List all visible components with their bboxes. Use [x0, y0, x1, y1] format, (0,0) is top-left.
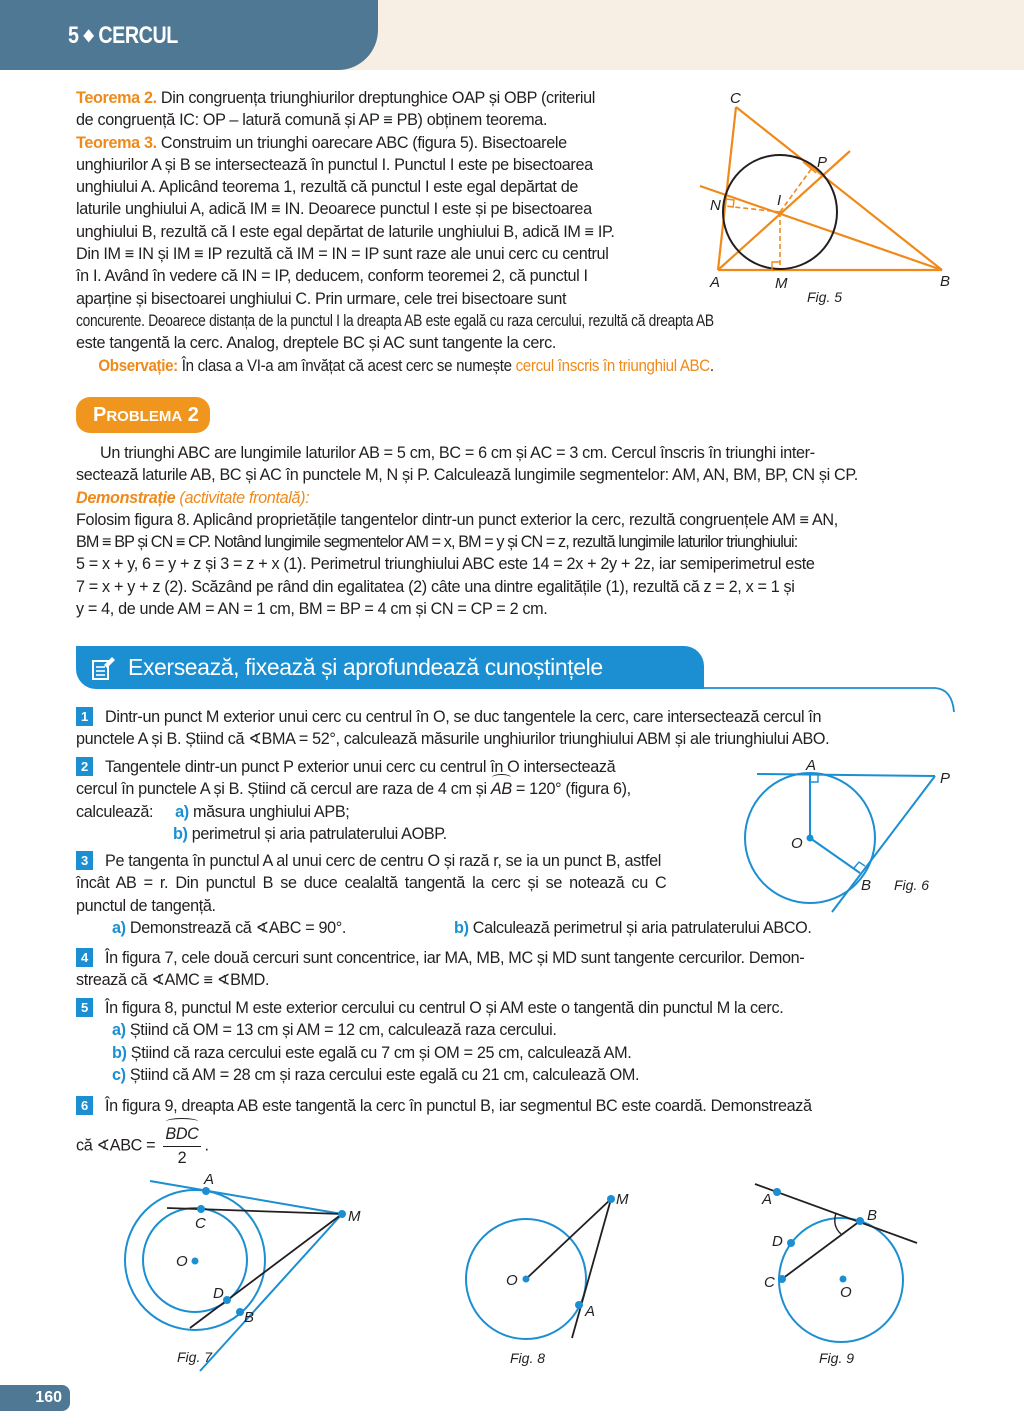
exercise-4	[76, 947, 956, 992]
label-d: D	[772, 1233, 783, 1250]
theorem2-line1	[76, 87, 714, 109]
exercise-number: 6	[76, 1096, 93, 1115]
subitem-label: c)	[112, 1065, 126, 1084]
theorem3-line: unghiului B, rezultă că I este egal depărtat de laturile unghiului B, adică IM ≡ IP.	[76, 222, 615, 241]
notepad-pin-icon	[90, 655, 116, 681]
subitem-label: b)	[112, 1043, 127, 1062]
text: În figura 8, punctul M este exterior cercului cu centrul O și AM este o tangentă din punctul M la cerc.	[105, 999, 784, 1017]
theorem3-line: Din IM ≡ IN și IM ≡ IP rezultă că IM = IN = IP sunt raze ale unui cerc cu centrul	[76, 245, 609, 264]
text: Calculează perimetrul și aria patrulaterului ABCO.	[468, 918, 812, 937]
label-b: B	[940, 273, 951, 290]
text: Știind că AM = 28 cm și raza cercului este egală cu 21 cm, calculează OM.	[125, 1065, 640, 1084]
text: Construim un triunghi oarecare ABC (figura 5). Bisectoarele	[156, 133, 567, 152]
diamond-icon: ◆	[83, 27, 94, 44]
figure-9	[740, 1170, 940, 1380]
exercises-header	[76, 646, 704, 689]
theorem3-line: aparține și bisectoarei unghiului C. Prin urmare, cele trei bisectoare sunt	[76, 289, 567, 308]
exercise-line: punctele A și B. Știind că ∢BMA = 52°, calculează măsurile unghiurilor triunghiului ABM și ale triunghiului ABO.	[76, 730, 830, 749]
label-a: A	[762, 1191, 773, 1208]
text: perimetrul și aria patrulaterului AOBP.	[187, 824, 447, 843]
figure-8	[450, 1180, 650, 1380]
fraction-denominator: 2	[177, 1148, 187, 1167]
label-m: M	[616, 1191, 629, 1208]
exercise-line	[76, 1019, 956, 1041]
theorem2-line2: de congruență IC: OP – latură comună și AP ≡ PB) obținem teorema.	[76, 111, 548, 130]
figure-caption: Fig. 7	[177, 1349, 213, 1365]
theorem3-label: Teorema 3.	[76, 133, 157, 152]
exercises-title: Exersează, fixează și aprofundează cunoștințele	[128, 654, 603, 680]
problem-statement-line: sectează laturile AB, BC și AC în punctele M, N și P. Calculează lungimile segmentelor: AM, AN, BM, BP, CN și CP.	[76, 466, 858, 485]
observation-label: Observație:	[98, 356, 178, 375]
point-m	[338, 1210, 346, 1218]
chapter-number: 5	[68, 22, 79, 49]
subitem-label: b)	[454, 918, 469, 937]
point-d	[787, 1239, 795, 1247]
point-m	[607, 1195, 615, 1203]
exercise-line	[76, 801, 736, 823]
problem2-block	[76, 442, 956, 620]
figure-caption: Fig. 5	[807, 289, 843, 305]
point-a	[575, 1301, 583, 1309]
subitem-label: a)	[112, 918, 126, 937]
theorem2-label: Teorema 2.	[76, 89, 157, 107]
theorem-block	[76, 87, 714, 377]
text: că ∢ABC =	[76, 1136, 160, 1155]
text: Știind că raza cercului este egală cu 7 cm și OM = 25 cm, calculează AM.	[126, 1043, 632, 1062]
badge-text: P	[93, 404, 107, 426]
text: măsura unghiului APB;	[188, 802, 350, 821]
side-cb	[736, 107, 942, 270]
exercise-number: 3	[76, 851, 93, 870]
theorem3-line: în I. Având în vedere că IN = IP, deducem, conform teoremei 2, că punctul I	[76, 267, 588, 286]
subitem-label: b)	[173, 824, 188, 843]
label-i: I	[777, 192, 782, 209]
text: În clasa a VI-a am învățat că acest cerc se numește	[177, 356, 516, 375]
theorem3-line: unghiului A. Aplicând teorema 1, rezultă că punctul I este egal depărtat de	[76, 178, 578, 197]
text: cercul în punctele A și B. Știind că cercul are raza de 4 cm și	[76, 780, 491, 799]
text: Tangentele dintr-un punct P exterior unui cerc cu centrul în O intersectează	[105, 758, 616, 776]
exercise-3	[76, 850, 956, 939]
solution-line: BM ≡ BP și CN ≡ CP. Notând lungimile segmentelor AM = x, BM = y și CN = z, rezultă lungimile laturilor triunghiului:	[76, 533, 798, 552]
label-a: A	[806, 757, 817, 774]
observation-line	[76, 355, 714, 377]
label-p: P	[940, 770, 951, 787]
label-c: C	[730, 90, 741, 107]
exercise-number: 1	[76, 707, 93, 726]
tangent-pa	[757, 774, 935, 776]
figure-caption: Fig. 9	[819, 1350, 855, 1366]
text: În figura 7, cele două cercuri sunt concentrice, iar MA, MB, MC și MD sunt tangente cercurilor. Demon-	[105, 949, 805, 967]
arc-ab: AB	[491, 778, 512, 800]
exercise-line	[76, 1095, 956, 1117]
problem-statement-line: Un triunghi ABC are lungimile laturilor AB = 5 cm, BC = 6 cm și AC = 3 cm. Cercul înscris în triunghi inter-	[100, 444, 815, 462]
label-o: O	[840, 1284, 852, 1301]
problem-badge	[76, 397, 210, 433]
label-p: P	[817, 154, 828, 171]
label-c: C	[195, 1215, 206, 1232]
text: În figura 9, dreapta AB este tangentă la cerc în punctul B, iar segmentul BC este coardă. Demonstrează	[105, 1097, 812, 1115]
exercise-line: strează că ∢AMC ≡ ∢BMD.	[76, 971, 270, 990]
badge-text: ROBLEMA	[106, 408, 183, 425]
text: .	[204, 1136, 209, 1155]
text: .	[709, 356, 714, 375]
label-b: B	[861, 877, 872, 894]
label-n: N	[710, 197, 721, 214]
figure-caption: Fig. 8	[510, 1350, 546, 1366]
exercise-line	[76, 1042, 956, 1064]
point-a	[202, 1187, 210, 1195]
label-o: O	[176, 1253, 188, 1270]
solution-line: 5 = x + y, 6 = y + z și 3 = z + x (1). Perimetrul triunghiului ABC este 14 = 2x + 2y + 2z, iar semiperimetrul este	[76, 555, 815, 574]
label-d: D	[213, 1285, 224, 1302]
fraction	[163, 1123, 200, 1169]
label-a: A	[204, 1171, 215, 1188]
badge-number: 2	[187, 404, 199, 426]
exercise-line	[76, 947, 956, 969]
chapter-name: CERCUL	[98, 22, 178, 49]
fraction-numerator: BDC	[163, 1123, 200, 1146]
label-a: A	[710, 274, 721, 291]
label-m: M	[348, 1208, 361, 1225]
theorem3-line: este tangentă la cerc. Analog, dreptele BC și AC sunt tangente la cerc.	[76, 334, 556, 353]
demonstration-heading	[76, 487, 956, 509]
theorem3-line1	[76, 132, 714, 154]
center-point	[807, 835, 814, 842]
point-d	[223, 1296, 231, 1304]
tangent-md	[190, 1214, 342, 1328]
chapter-title	[68, 22, 178, 50]
exercise-6	[76, 1095, 956, 1169]
theorem3-line: concurente. Deoarece distanța de la punctul I la dreapta AB este egală cu raza cercului, rezultă că dreapta AB	[76, 311, 714, 330]
page-number: 160	[0, 1385, 70, 1411]
text: = 120° (figura 6),	[511, 780, 631, 799]
solution-line: 7 = x + y + z (2). Scăzând pe rând din egalitatea (2) câte una dintre egalitățile (1), rezultă că z = 2, x = 1 și	[76, 577, 795, 596]
exercise-number: 5	[76, 998, 93, 1017]
text: Pe tangenta în punctul A al unui cerc de centru O și rază r, se ia un punct B, astfel	[105, 852, 662, 870]
label-o: O	[506, 1272, 518, 1289]
figure-5	[690, 80, 990, 310]
exercise-2	[76, 756, 736, 845]
point-b	[856, 1217, 864, 1225]
solution-line: Folosim figura 8. Aplicând proprietățile tangentelor dintr-un punct exterior la cerc, rezultă congruențele AM ≡ AN,	[76, 510, 838, 529]
point-b	[236, 1308, 244, 1316]
subitem-label: a)	[112, 1021, 126, 1040]
point-o	[523, 1276, 530, 1283]
point-o	[192, 1258, 199, 1265]
label-m: M	[775, 275, 788, 292]
exercise-line: punctul de tangență.	[76, 896, 216, 915]
angle-arc	[835, 1213, 841, 1234]
exercise-line: încât AB = r. Din punctul B se duce cealaltă tangentă la cerc și se notează cu C	[76, 874, 667, 893]
text: Demonstrează că ∢ABC = 90°.	[125, 918, 347, 937]
exercise-line	[76, 1123, 956, 1169]
exercise-line	[76, 778, 736, 800]
exercise-line	[76, 756, 736, 778]
figure-7	[100, 1165, 390, 1380]
subitem-label: a)	[175, 802, 189, 821]
text: Dintr-un punct M exterior unui cerc cu centrul în O, se duc tangentele la cerc, care intersectează cercul în	[105, 708, 822, 726]
label-o: O	[791, 835, 803, 852]
text: calculează:	[76, 802, 154, 821]
exercise-line	[76, 917, 956, 939]
exercise-line	[76, 706, 956, 728]
segment-om	[526, 1199, 611, 1279]
point-c	[197, 1205, 205, 1213]
theorem3-line: laturile unghiului A, adică IM ≡ IN. Deoarece punctul I este și pe bisectoarea	[76, 200, 592, 219]
solution-line: y = 4, de unde AM = AN = 1 cm, BM = BP = 4 cm și CN = CP = 2 cm.	[76, 600, 548, 619]
exercise-line	[76, 850, 956, 872]
exercise-number: 4	[76, 948, 93, 967]
point-a	[773, 1188, 781, 1196]
chapter-header	[0, 0, 378, 70]
theorem3-line: unghiurilor A și B se intersectează în punctul I. Punctul I este pe bisectoarea	[76, 155, 593, 174]
exercise-line	[76, 823, 736, 845]
demo-label: Demonstrație	[76, 488, 176, 507]
point-o	[840, 1276, 847, 1283]
chord-bc	[782, 1221, 860, 1279]
observation-highlight: cercul înscris în triunghiul ABC	[515, 356, 710, 375]
exercise-1	[76, 706, 956, 751]
figure-caption: Fig. 6	[894, 877, 930, 893]
label-b: B	[867, 1207, 878, 1224]
text: Știind că OM = 13 cm și AM = 12 cm, calculează raza cercului.	[125, 1021, 557, 1040]
exercise-line	[76, 997, 956, 1019]
bisector-a	[718, 151, 850, 270]
demo-note: (activitate frontală):	[175, 488, 310, 507]
label-b: B	[244, 1309, 255, 1326]
point-c	[778, 1275, 786, 1283]
text: Din congruența triunghiurilor dreptunghice OAP și OBP (criteriul	[156, 89, 596, 107]
label-c: C	[764, 1274, 775, 1291]
exercise-line	[76, 1064, 956, 1086]
bisector-b	[700, 186, 942, 270]
exercise-5	[76, 997, 956, 1086]
label-a: A	[585, 1303, 596, 1320]
exercise-number: 2	[76, 757, 93, 776]
